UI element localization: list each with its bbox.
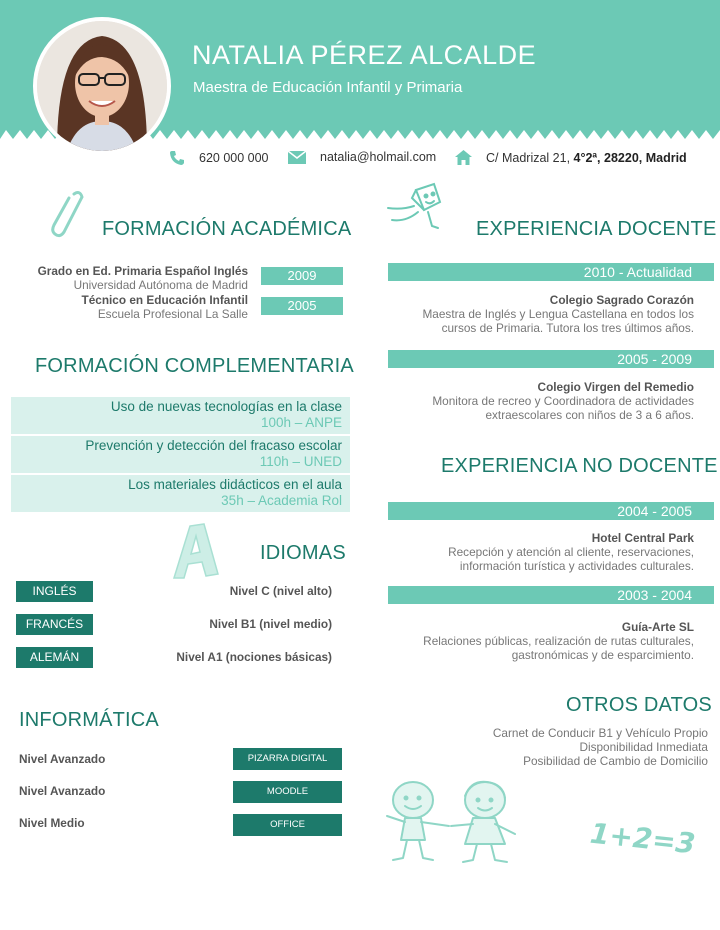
computing-level: Nivel Medio — [19, 816, 85, 830]
period-bar: 2004 - 2005 — [388, 502, 714, 520]
academic-school: Escuela Profesional La Salle — [97, 307, 248, 321]
period-bar: 2003 - 2004 — [388, 586, 714, 604]
academic-item — [20, 293, 248, 321]
job-entry — [388, 531, 694, 573]
job-description: Relaciones públicas, realización de rutas culturales, — [423, 634, 694, 648]
contact-email[interactable] — [288, 150, 436, 164]
job-description: extraescolares con niños de 3 a 6 años. — [485, 408, 694, 422]
job-employer: Guía-Arte SL — [621, 620, 694, 634]
computing-level: Nivel Avanzado — [19, 752, 106, 766]
academic-title: Técnico en Educación Infantil — [81, 293, 248, 307]
job-description: Recepción y atención al cliente, reservaciones, — [448, 545, 694, 559]
computing-tool-badge: OFFICE — [233, 814, 342, 836]
complementary-item — [11, 475, 350, 512]
section-title-complementary: FORMACIÓN COMPLEMENTARIA — [35, 355, 354, 377]
complementary-item — [11, 397, 350, 434]
phone-icon — [169, 150, 185, 166]
period-bar: 2005 - 2009 — [388, 350, 714, 368]
section-title-other: OTROS DATOS — [566, 694, 712, 716]
other-data-item: Carnet de Conducir B1 y Vehículo Propio — [492, 726, 708, 740]
home-icon — [455, 150, 472, 165]
language-level: Nivel A1 (nociones básicas) — [176, 650, 332, 664]
section-title-computing: INFORMÁTICA — [19, 709, 159, 731]
other-data-item: Disponibilidad Inmediata — [579, 740, 708, 754]
email-text[interactable]: natalia@holmail.com — [320, 150, 437, 164]
computing-tool-badge: MOODLE — [233, 781, 342, 803]
job-entry — [388, 620, 694, 662]
academic-school: Universidad Autónoma de Madrid — [73, 278, 248, 292]
phone-text: 620 000 000 — [199, 151, 269, 165]
job-description: Maestra de Inglés y Lengua Castellana en todos los — [422, 307, 694, 321]
children-drawing-icon — [375, 778, 527, 864]
language-level: Nivel B1 (nivel medio) — [209, 617, 332, 631]
mail-icon — [288, 151, 306, 164]
address-text: C/ Madrizal 21, — [486, 150, 574, 165]
contact-phone — [169, 150, 269, 166]
other-data-list — [388, 726, 708, 768]
language-badge: ALEMÁN — [16, 647, 93, 668]
academic-year-badge: 2005 — [261, 297, 343, 315]
complementary-title: Los materiales didácticos en el aula — [128, 477, 342, 492]
pencil-character-icon — [382, 182, 448, 234]
job-employer: Hotel Central Park — [591, 531, 694, 545]
paperclip-icon — [50, 188, 86, 238]
complementary-title: Uso de nuevas tecnologías en la clase — [110, 399, 342, 414]
section-title-languages: IDIOMAS — [260, 542, 346, 564]
section-title-non-teaching: EXPERIENCIA NO DOCENTE — [441, 455, 718, 477]
computing-level: Nivel Avanzado — [19, 784, 106, 798]
candidate-name: NATALIA PÉREZ ALCALDE — [192, 40, 537, 70]
complementary-item — [11, 436, 350, 473]
job-entry — [388, 380, 694, 422]
address-bold-text: 4°2ª, 28220, Madrid — [573, 150, 687, 165]
job-employer: Colegio Sagrado Corazón — [549, 293, 694, 307]
academic-year-badge: 2009 — [261, 267, 343, 285]
computing-tool-badge: PIZARRA DIGITAL — [233, 748, 342, 770]
letter-a-icon — [168, 520, 224, 582]
job-description: información turística y actividades culturales. — [459, 559, 694, 573]
complementary-detail: 100h – ANPE — [260, 414, 342, 430]
complementary-detail: 110h – UNED — [259, 453, 342, 469]
job-description: gastronómicas y de esparcimiento. — [511, 648, 694, 662]
period-bar: 2010 - Actualidad — [388, 263, 714, 281]
section-title-academic: FORMACIÓN ACADÉMICA — [102, 218, 352, 240]
contact-address — [455, 150, 687, 165]
academic-item — [20, 264, 248, 292]
candidate-subtitle: Maestra de Educación Infantil y Primaria — [193, 79, 463, 96]
language-badge: INGLÉS — [16, 581, 93, 602]
complementary-detail: 35h – Academia Rol — [221, 492, 342, 508]
language-level: Nivel C (nivel alto) — [229, 584, 332, 598]
section-title-teaching: EXPERIENCIA DOCENTE — [476, 218, 717, 240]
job-employer: Colegio Virgen del Remedio — [537, 380, 694, 394]
academic-title: Grado en Ed. Primaria Español Inglés — [37, 264, 248, 278]
math-doodle: 1+2=3 — [588, 816, 697, 861]
job-description: cursos de Primaria. Tutora los tres últimos años. — [441, 321, 694, 335]
portrait-illustration — [37, 21, 167, 151]
language-badge: FRANCÉS — [16, 614, 93, 635]
avatar — [33, 17, 171, 155]
job-entry — [388, 293, 694, 335]
job-description: Monitora de recreo y Coordinadora de actividades — [432, 394, 694, 408]
other-data-item: Posibilidad de Cambio de Domicilio — [523, 754, 708, 768]
complementary-title: Prevención y detección del fracaso escolar — [85, 438, 342, 453]
